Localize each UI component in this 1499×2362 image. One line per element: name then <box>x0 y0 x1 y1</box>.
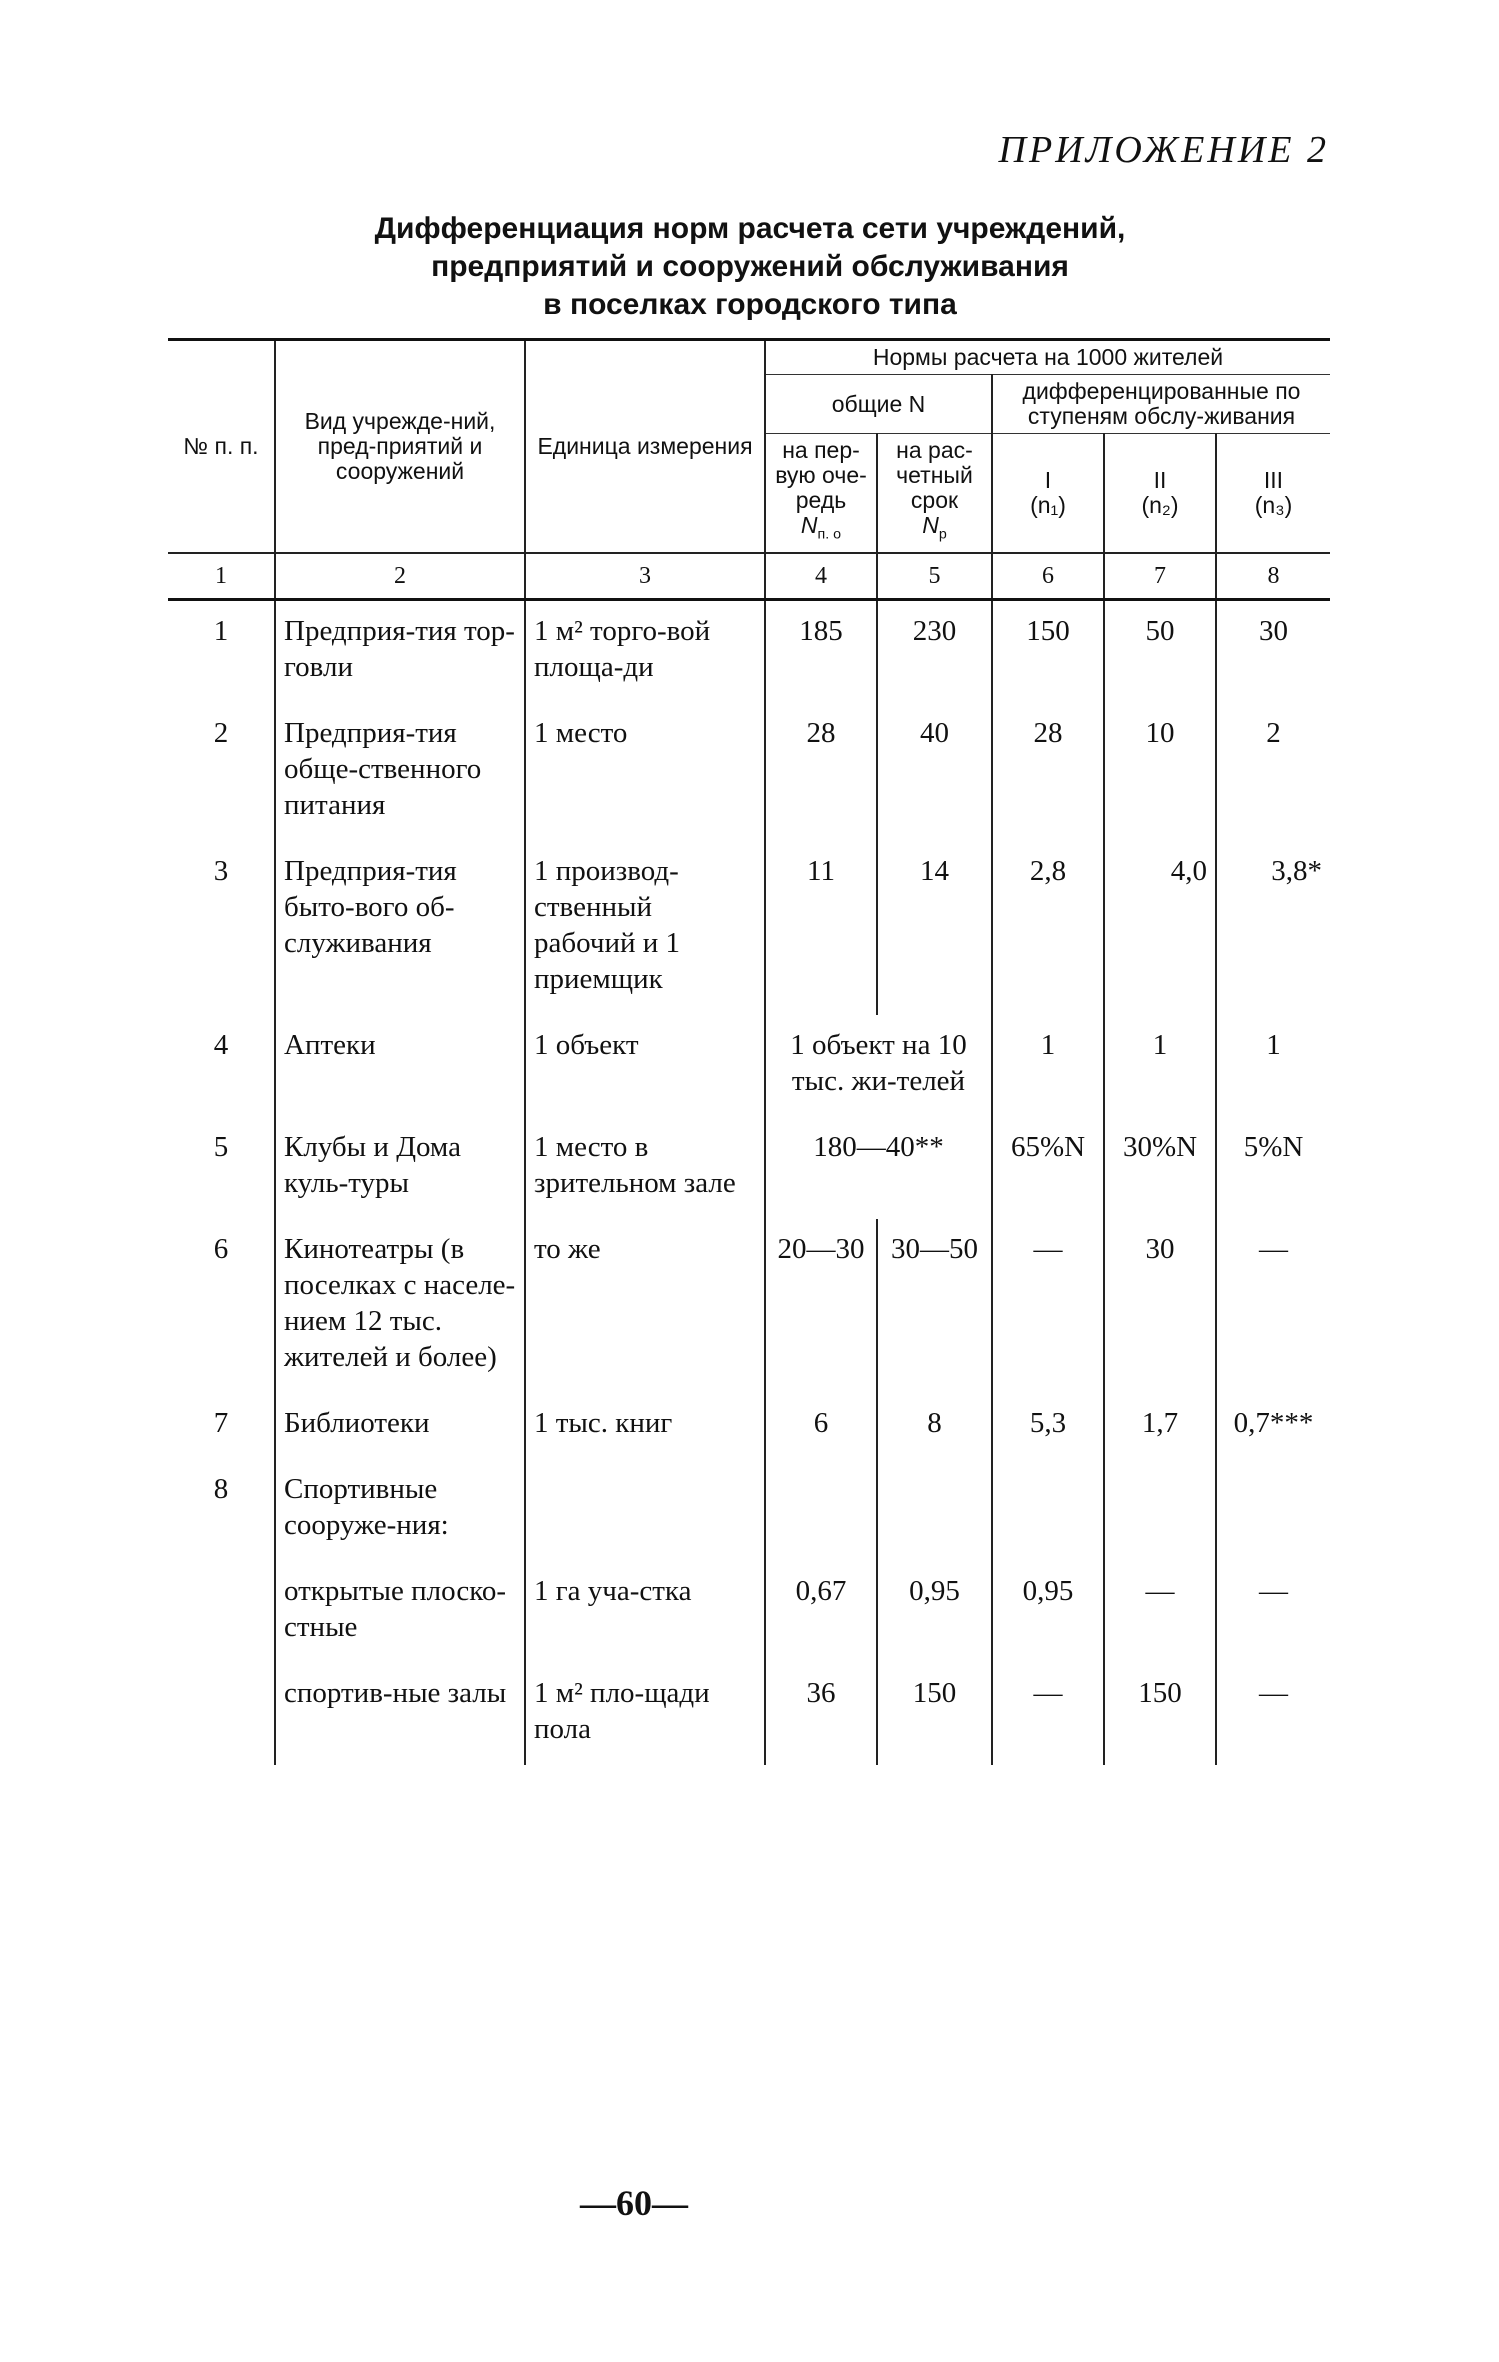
table-row <box>168 1393 1330 1459</box>
row-unit: 1 производ-ственный рабочий и 1 приемщик <box>525 841 765 1015</box>
row-level-2: 50 <box>1104 599 1216 703</box>
row-facility: Предприя-тия быто-вого об-служивания <box>275 841 525 1015</box>
row-level-3 <box>1216 1459 1330 1561</box>
appendix-label: ПРИЛОЖЕНИЕ 2 <box>998 129 1329 171</box>
row-level-2 <box>1104 1459 1216 1561</box>
row-facility: Спортивные сооруже-ния: <box>275 1459 525 1561</box>
row-level-3: — <box>1216 1663 1330 1765</box>
header-type: Вид учрежде-ний, пред-приятий и сооружений <box>275 340 525 553</box>
row-number: 3 <box>213 854 229 887</box>
header-first-stage-sub: п. о <box>817 526 842 543</box>
row-design-term: 230 <box>877 599 992 703</box>
column-number: 2 <box>275 553 525 600</box>
row-level-2: 10 <box>1104 703 1216 841</box>
row-level-1: 65%N <box>992 1117 1104 1219</box>
row-number: 6 <box>213 1232 229 1265</box>
row-first-stage: 0,67 <box>765 1561 877 1663</box>
table-row <box>168 599 1330 703</box>
header-general: общие N <box>765 375 992 434</box>
norms-table <box>168 338 1330 1765</box>
row-facility: открытые плоско-стные <box>275 1561 525 1663</box>
row-number <box>168 1561 275 1663</box>
header-level-1-label: I <box>1044 466 1052 493</box>
row-number: 4 <box>213 1028 229 1061</box>
column-number: 3 <box>525 553 765 600</box>
row-first-stage: 6 <box>765 1393 877 1459</box>
row-level-2: 1,7 <box>1104 1393 1216 1459</box>
header-level-2-symbol: (n₂) <box>1141 491 1179 518</box>
column-number-row <box>168 553 1330 600</box>
header-level-1 <box>992 434 1104 553</box>
header-design-term-label: на рас-четный срок <box>896 437 973 513</box>
table-row <box>168 1117 1330 1219</box>
row-number: 5 <box>213 1130 229 1163</box>
table-row <box>168 1015 1330 1117</box>
header-level-3 <box>1216 434 1330 553</box>
row-level-1: 1 <box>992 1015 1104 1117</box>
row-level-3: 1 <box>1216 1015 1330 1117</box>
header-design-term-symbol: N <box>922 512 939 538</box>
row-level-3: 2 <box>1216 703 1330 841</box>
header-level-3-label: III <box>1263 466 1284 493</box>
row-number: 1 <box>213 614 229 647</box>
header-design-term-sub: р <box>938 526 947 543</box>
row-design-term: 14 <box>877 841 992 1015</box>
table-row <box>168 703 1330 841</box>
column-number: 7 <box>1104 553 1216 600</box>
row-number <box>168 1663 275 1765</box>
row-level-1: 28 <box>992 703 1104 841</box>
row-level-3: 30 <box>1216 599 1330 703</box>
row-level-2: 150 <box>1104 1663 1216 1765</box>
row-facility: Клубы и Дома куль-туры <box>275 1117 525 1219</box>
row-facility: Предприя-тия тор-говли <box>275 599 525 703</box>
row-general-merged: 1 объект на 10 тыс. жи-телей <box>765 1015 992 1117</box>
header-norms: Нормы расчета на 1000 жителей <box>765 340 1330 375</box>
row-level-2: — <box>1104 1561 1216 1663</box>
row-number: 8 <box>213 1472 229 1505</box>
row-first-stage: 36 <box>765 1663 877 1765</box>
row-unit: 1 м² торго-вой площа-ди <box>525 599 765 703</box>
row-level-1: 0,95 <box>992 1561 1104 1663</box>
row-first-stage <box>765 1459 877 1561</box>
row-level-3: — <box>1216 1219 1330 1393</box>
row-level-2: 1 <box>1104 1015 1216 1117</box>
row-unit <box>525 1459 765 1561</box>
column-number: 8 <box>1216 553 1330 600</box>
row-level-3: 3,8* <box>1216 841 1330 1015</box>
header-first-stage <box>765 434 877 553</box>
row-level-3: 0,7*** <box>1216 1393 1330 1459</box>
header-level-3-symbol: (n₃) <box>1254 491 1293 518</box>
header-first-stage-symbol: N <box>800 512 818 538</box>
row-general-merged: 180—40** <box>765 1117 992 1219</box>
column-number: 4 <box>765 553 877 600</box>
row-first-stage: 185 <box>765 599 877 703</box>
table-row <box>168 1561 1330 1663</box>
row-level-2: 30 <box>1104 1219 1216 1393</box>
table-row <box>168 841 1330 1015</box>
title-line: предприятий и сооружений обслуживания <box>431 250 1069 283</box>
row-facility: Кинотеатры (в поселках с населе-нием 12 тыс. жителей и более) <box>275 1219 525 1393</box>
header-number: № п. п. <box>168 340 275 553</box>
row-level-1: 150 <box>992 599 1104 703</box>
column-number: 6 <box>992 553 1104 600</box>
row-unit: 1 га уча-стка <box>525 1561 765 1663</box>
row-level-2: 30%N <box>1104 1117 1216 1219</box>
row-design-term: 40 <box>877 703 992 841</box>
header-unit: Единица измерения <box>525 340 765 553</box>
title-line: в поселках городского типа <box>543 288 957 321</box>
header-level-1-symbol: (n₁) <box>1030 491 1066 518</box>
header-first-stage-label: на пер-вую оче-редь <box>775 437 867 513</box>
row-facility: Предприя-тия обще-ственного питания <box>275 703 525 841</box>
row-first-stage: 11 <box>765 841 877 1015</box>
column-number: 1 <box>168 553 275 600</box>
row-level-1: — <box>992 1219 1104 1393</box>
row-level-2: 4,0 <box>1104 841 1216 1015</box>
row-design-term <box>877 1459 992 1561</box>
row-unit: 1 объект <box>525 1015 765 1117</box>
row-facility: спортив-ные залы <box>275 1663 525 1765</box>
row-unit: 1 м² пло-щади пола <box>525 1663 765 1765</box>
column-number: 5 <box>877 553 992 600</box>
row-level-1: — <box>992 1663 1104 1765</box>
header-level-2-label: II <box>1153 466 1167 493</box>
row-first-stage: 20—30 <box>765 1219 877 1393</box>
table-row <box>168 1459 1330 1561</box>
row-number: 2 <box>213 716 229 749</box>
row-level-1: 2,8 <box>992 841 1104 1015</box>
row-level-1: 5,3 <box>992 1393 1104 1459</box>
document-title <box>170 210 1330 324</box>
row-number: 7 <box>213 1406 229 1439</box>
row-unit: 1 тыс. книг <box>525 1393 765 1459</box>
header-level-2 <box>1104 434 1216 553</box>
table-row <box>168 1663 1330 1765</box>
row-level-3: 5%N <box>1216 1117 1330 1219</box>
row-design-term: 0,95 <box>877 1561 992 1663</box>
row-facility: Аптеки <box>275 1015 525 1117</box>
page-number: —60— <box>580 2183 688 2223</box>
row-level-1 <box>992 1459 1104 1561</box>
header-differentiated: дифференцированные по ступеням обслу-живания <box>992 375 1330 434</box>
row-level-3: — <box>1216 1561 1330 1663</box>
header-design-term <box>877 434 992 553</box>
table-row <box>168 1219 1330 1393</box>
row-design-term: 150 <box>877 1663 992 1765</box>
row-unit: 1 место в зрительном зале <box>525 1117 765 1219</box>
row-first-stage: 28 <box>765 703 877 841</box>
row-unit: то же <box>525 1219 765 1393</box>
row-design-term: 8 <box>877 1393 992 1459</box>
title-line: Дифференциация норм расчета сети учреждений, <box>374 212 1126 245</box>
row-unit: 1 место <box>525 703 765 841</box>
row-design-term: 30—50 <box>877 1219 992 1393</box>
row-facility: Библиотеки <box>275 1393 525 1459</box>
